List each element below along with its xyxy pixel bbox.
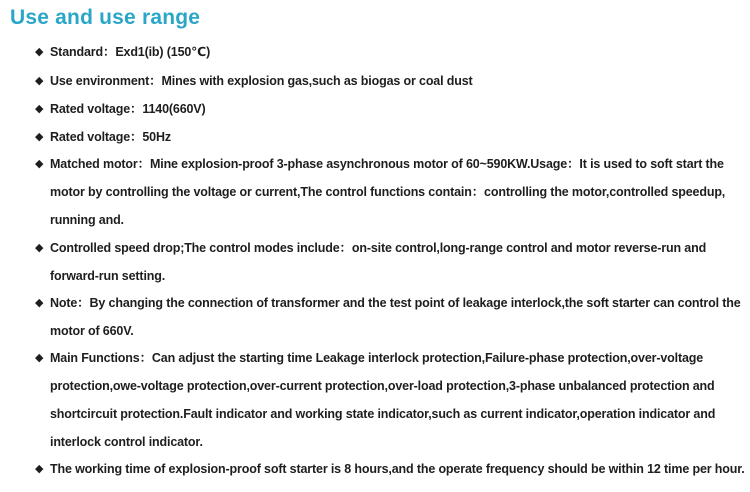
item-text: The working time of explosion-proof soft starter is 8 hours,and the operate frequency should be within 12 time per hour. <box>50 462 745 476</box>
list-item-rated-frequency <box>35 123 735 151</box>
diamond-bullet-icon: ◆ <box>35 46 44 58</box>
item-text-continued: motor of 660V. <box>50 324 134 338</box>
list-item-working-time <box>35 455 745 483</box>
item-text: Matched motor：Mine explosion-proof 3-phase asynchronous motor of 60~590KW.Usage：It is used to soft start the <box>50 157 724 171</box>
list-item-standard <box>35 38 735 66</box>
diamond-bullet-icon: ◆ <box>35 352 44 364</box>
list-item-use-environment <box>35 67 735 95</box>
list-item-controlled-speed <box>35 234 735 290</box>
item-text: Standard：Exd1(ib) (150℃) <box>50 45 211 59</box>
item-text: Note：By changing the connection of transformer and the test point of leakage interlock,the soft starter can control the <box>50 296 741 310</box>
list-item-main-functions <box>35 344 735 456</box>
item-text-continued: motor by controlling the voltage or current,The control functions contain：controlling the motor,controlled speedup, <box>50 185 726 199</box>
diamond-bullet-icon: ◆ <box>35 158 44 170</box>
diamond-bullet-icon: ◆ <box>35 242 44 254</box>
item-text: Rated voltage：1140(660V) <box>50 102 206 116</box>
item-text: Use environment：Mines with explosion gas,such as biogas or coal dust <box>50 74 473 88</box>
item-text: Controlled speed drop;The control modes include：on-site control,long-range control and motor reverse-run and <box>50 241 707 255</box>
item-text: Rated voltage：50Hz <box>50 130 171 144</box>
list-item-rated-voltage <box>35 95 735 123</box>
item-text-continued: shortcircuit protection.Fault indicator and working state indicator,such as current indicator,operation indicator and <box>50 407 716 421</box>
item-text-continued: running and. <box>50 213 124 227</box>
item-text-continued: forward-run setting. <box>50 269 166 283</box>
item-text-continued: interlock control indicator. <box>50 435 203 449</box>
list-item-matched-motor <box>35 150 735 234</box>
section-title: Use and use range <box>10 6 201 29</box>
diamond-bullet-icon: ◆ <box>35 131 44 143</box>
diamond-bullet-icon: ◆ <box>35 103 44 115</box>
diamond-bullet-icon: ◆ <box>35 463 44 475</box>
item-text-continued: protection,owe-voltage protection,over-current protection,over-load protection,3-phase unbalanced protection and <box>50 379 715 393</box>
diamond-bullet-icon: ◆ <box>35 297 44 309</box>
diamond-bullet-icon: ◆ <box>35 75 44 87</box>
list-item-note <box>35 289 741 345</box>
item-text: Main Functions：Can adjust the starting time Leakage interlock protection,Failure-phase protection,over-voltage <box>50 351 704 365</box>
